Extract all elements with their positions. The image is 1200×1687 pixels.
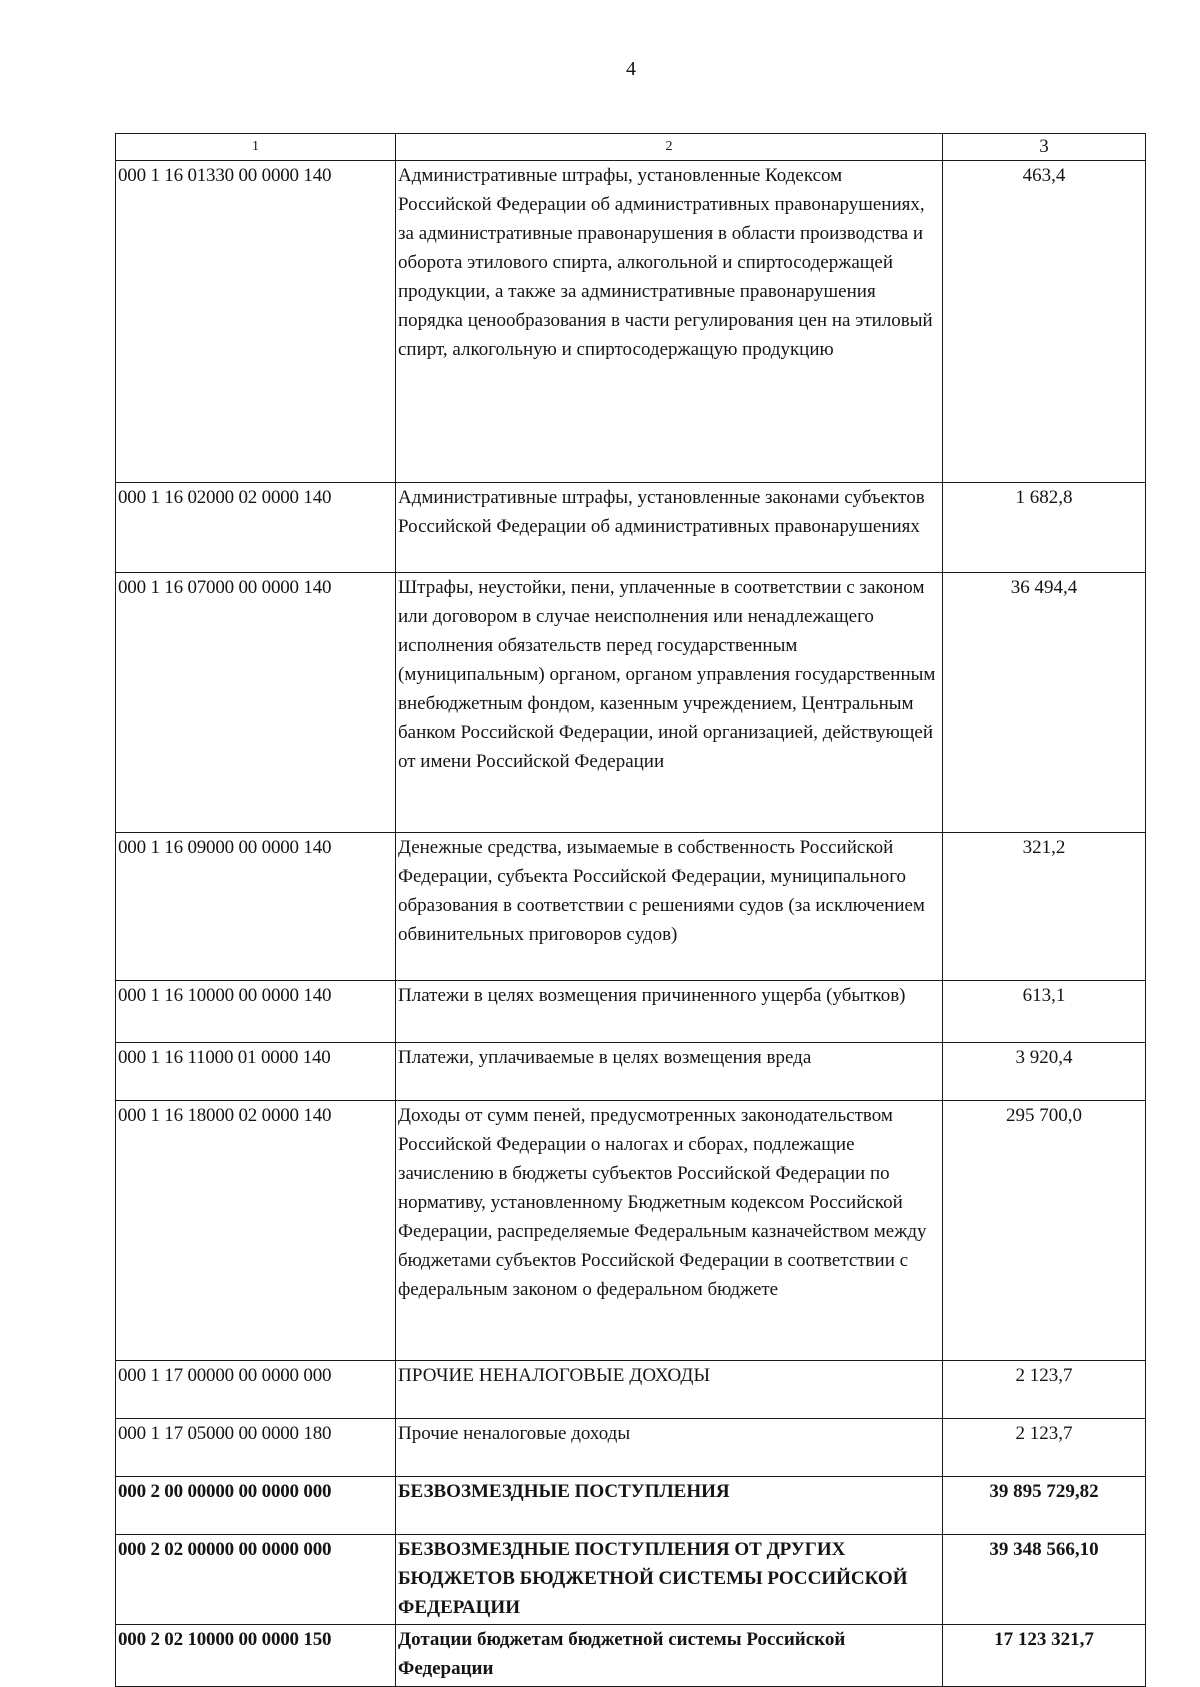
revenue-description: Административные штрафы, установленные законами субъектов Российской Федерации об административных правонарушениях — [396, 483, 943, 573]
revenue-description: Дотации бюджетам бюджетной системы Российской Федерации — [396, 1625, 943, 1687]
budget-code: 000 1 16 09000 00 0000 140 — [116, 833, 396, 981]
amount: 613,1 — [943, 981, 1146, 1043]
budget-code: 000 1 16 11000 01 0000 140 — [116, 1043, 396, 1101]
revenue-description: Прочие неналоговые доходы — [396, 1419, 943, 1477]
amount: 17 123 321,7 — [943, 1625, 1146, 1687]
revenue-description: БЕЗВОЗМЕЗДНЫЕ ПОСТУПЛЕНИЯ — [396, 1477, 943, 1535]
revenue-description: Административные штрафы, установленные Кодексом Российской Федерации об административных правонарушениях, за административные правонарушения в области производства и оборота этилового спирта, алкогольной и спиртосодержащей продукции, а также за административные правонарушения порядка ценообразования в части регулирования цен на этиловый спирт, алкогольную и спиртосодержащую продукцию — [396, 161, 943, 483]
budget-code: 000 1 17 05000 00 0000 180 — [116, 1419, 396, 1477]
header-col-2: 2 — [396, 134, 943, 161]
table-row — [116, 573, 1146, 833]
budget-code: 000 1 17 00000 00 0000 000 — [116, 1361, 396, 1419]
table-row — [116, 1477, 1146, 1535]
amount: 3 920,4 — [943, 1043, 1146, 1101]
revenue-description: ПРОЧИЕ НЕНАЛОГОВЫЕ ДОХОДЫ — [396, 1361, 943, 1419]
header-col-1: 1 — [116, 134, 396, 161]
revenue-description: Платежи в целях возмещения причиненного ущерба (убытков) — [396, 981, 943, 1043]
header-col-3: 3 — [943, 134, 1146, 161]
revenue-table — [115, 133, 1146, 1687]
budget-code: 000 2 02 10000 00 0000 150 — [116, 1625, 396, 1687]
budget-code: 000 1 16 01330 00 0000 140 — [116, 161, 396, 483]
amount: 36 494,4 — [943, 573, 1146, 833]
amount: 39 895 729,82 — [943, 1477, 1146, 1535]
revenue-description: Платежи, уплачиваемые в целях возмещения вреда — [396, 1043, 943, 1101]
table-row — [116, 1043, 1146, 1101]
table-row — [116, 1101, 1146, 1361]
table-row — [116, 1535, 1146, 1625]
budget-code: 000 2 02 00000 00 0000 000 — [116, 1535, 396, 1625]
table-row — [116, 1625, 1146, 1687]
amount: 321,2 — [943, 833, 1146, 981]
amount: 2 123,7 — [943, 1419, 1146, 1477]
table-row — [116, 161, 1146, 483]
amount: 2 123,7 — [943, 1361, 1146, 1419]
amount: 295 700,0 — [943, 1101, 1146, 1361]
table-row — [116, 1419, 1146, 1477]
table-row — [116, 981, 1146, 1043]
table-row — [116, 833, 1146, 981]
budget-code: 000 1 16 18000 02 0000 140 — [116, 1101, 396, 1361]
budget-code: 000 2 00 00000 00 0000 000 — [116, 1477, 396, 1535]
table-row — [116, 483, 1146, 573]
table-header-row — [116, 134, 1146, 161]
budget-code: 000 1 16 02000 02 0000 140 — [116, 483, 396, 573]
table-row — [116, 1361, 1146, 1419]
revenue-description: Доходы от сумм пеней, предусмотренных законодательством Российской Федерации о налогах и сборах, подлежащие зачислению в бюджеты субъектов Российской Федерации по нормативу, установленному Бюджетным кодексом Российской Федерации, распределяемые Федеральным казначейством между бюджетами субъектов Российской Федерации в соответствии с федеральным законом о федеральном бюджете — [396, 1101, 943, 1361]
revenue-description: Штрафы, неустойки, пени, уплаченные в соответствии с законом или договором в случае неисполнения или ненадлежащего исполнения обязательств перед государственным (муниципальным) органом, органом управления государственным внебюджетным фондом, казенным учреждением, Центральным банком Российской Федерации, иной организацией, действующей от имени Российской Федерации — [396, 573, 943, 833]
revenue-description: Денежные средства, изымаемые в собственность Российской Федерации, субъекта Российской Федерации, муниципального образования в соответствии с решениями судов (за исключением обвинительных приговоров судов) — [396, 833, 943, 981]
budget-code: 000 1 16 07000 00 0000 140 — [116, 573, 396, 833]
page-number: 4 — [626, 58, 636, 80]
amount: 1 682,8 — [943, 483, 1146, 573]
amount: 463,4 — [943, 161, 1146, 483]
revenue-description: БЕЗВОЗМЕЗДНЫЕ ПОСТУПЛЕНИЯ ОТ ДРУГИХ БЮДЖЕТОВ БЮДЖЕТНОЙ СИСТЕМЫ РОССИЙСКОЙ ФЕДЕРАЦИИ — [396, 1535, 943, 1625]
amount: 39 348 566,10 — [943, 1535, 1146, 1625]
budget-code: 000 1 16 10000 00 0000 140 — [116, 981, 396, 1043]
